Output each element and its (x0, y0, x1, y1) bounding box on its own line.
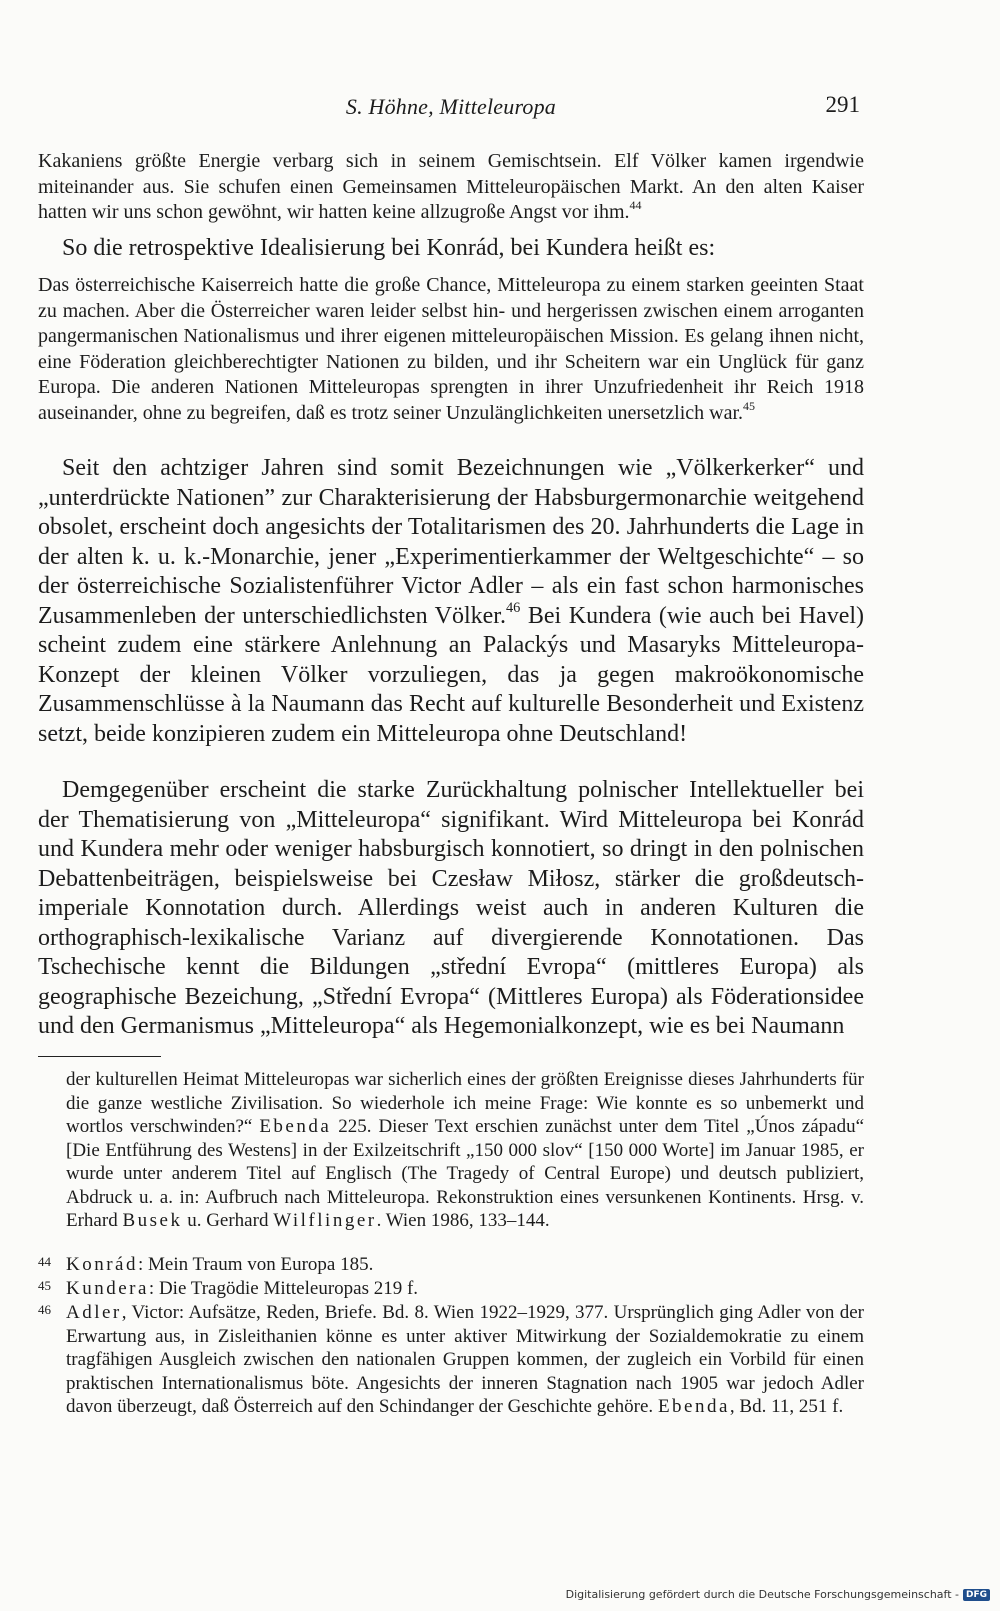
footnote-ref-44: 44 (629, 198, 642, 212)
page-number: 291 (825, 92, 860, 117)
footnote-text: : Mein Traum von Europa 185. (137, 1254, 374, 1275)
footnote-46 (38, 1301, 864, 1419)
footnote-spaced-name: Ebenda (657, 1396, 730, 1417)
footnote-text: . Wien 1986, 133–144. (376, 1210, 550, 1231)
footnote-author: Konrád (66, 1254, 138, 1275)
footnote-spaced-name: Wilflinger (273, 1210, 377, 1231)
digitization-credit (566, 1588, 990, 1601)
credit-text: Digitalisierung gefördert durch die Deutsche Forschungsgemeinschaft - (565, 1588, 959, 1601)
footnote-45 (38, 1277, 864, 1301)
quote-text: Das österreichische Kaiserreich hatte die große Chance, Mitteleuropa zu einem starken geeinten Staat zu machen. Aber die Österreicher waren leider selbst hin- und hergerissen zwischen einem arroganten pangermanischen Nationalismus und ihrer eigenen mitteleuropäischen Mission. Es gelang ihnen nicht, eine Föderation gleichberechtigter Nationen zu bilden, und ihr Scheitern war ein Unglück für ganz Europa. Die anderen Nationen Mitteleuropas sprengten in ihrer Unzufriedenheit ihr Reich 1918 auseinander, ohne zu begreifen, daß es trotz seiner Unzulänglichkeiten unersetzlich war. (38, 274, 864, 424)
footnote-text: , Victor: Aufsätze, Reden, Briefe. Bd. 8. Wien 1922–1929, 377. Ursprünglich ging Adler von der Erwartung aus, in Zisleithanien könne es unter aktiver Mitwirkung der Sozialdemokratie zu einem tragfähigen Ausgleich zwischen den nationalen Gruppen kommen, der zugleich ein Vorbild für einen praktischen Internationalismus böte. Angesichts der inneren Stagnation nach 1905 war jedoch Adler davon überzeugt, daß Österreich auf den Schindanger der Geschichte gehöre. (66, 1302, 864, 1417)
footnote-text: u. Gerhard (182, 1210, 274, 1231)
block-quote (38, 273, 864, 426)
footnote-continued (38, 1068, 864, 1233)
dfg-logo-icon: DFG (963, 1589, 990, 1601)
footnote-text: : Die Tragödie Mitteleuropas 219 f. (148, 1278, 419, 1299)
paragraph-text: Seit den achtziger Jahren sind somit Bezeichnungen wie „Völkerkerker“ und „unterdrückte Nationen” zur Charakterisierung der Habsburgermonarchie weitgehend obsolet, erscheint doch angesichts der Totalitarismen des 20. Jahrhunderts die Lage in der alten k. u. k.-Monarchie, jener „Experimentierkammer der Weltgeschichte“ – so der österreichische Sozialistenführer Victor Adler – als ein fast schon harmonisches Zusammenleben der unterschiedlichsten Völker. (38, 455, 864, 629)
quote-text: Kakaniens größte Energie verbarg sich in seinem Gemischtsein. Elf Völker kamen irgendwie miteinander aus. Sie schufen einen Gemeinsamen Mitteleuropäischen Markt. An den alten Kaiser hatten wir uns schon gewöhnt, wir hatten keine allzugroße Angst vor ihm. (38, 150, 864, 223)
paragraph-text: Bei Kundera (wie auch bei Havel) scheint zudem eine stärkere Anlehnung an Palackýs und Masaryks Mitteleuropa-Konzept der kleinen Völker vorzuliegen, das ja gegen makroökonomische Zusammenschlüsse à la Naumann das Recht auf kulturelle Besonderheit und Existenz setzt, beide konzipieren zudem ein Mitteleuropa ohne Deutschland! (38, 602, 865, 747)
footnote-author: Adler (66, 1302, 122, 1323)
footnote-44 (38, 1253, 864, 1277)
body-paragraph: So die retrospektive Idealisierung bei Konrád, bei Kundera heißt es: (62, 235, 716, 261)
footnote-text: , Bd. 11, 251 f. (729, 1396, 844, 1417)
footnote-author: Kundera (66, 1278, 149, 1299)
footnote-text: 225. Dieser Text erschien zunächst unter dem Titel „Únos západu“ [Die Entführung des Westens] in der Exilzeitschrift „150 000 slov“ [150 000 Worte] im Januar 1985, er wurde unter anderem Titel auf Englisch (The Tragedy of Central Europe) und deutsch publiziert, Abdruck u. a. in: Aufbruch nach Mitteleuropa. Rekonstruktion eines versunkenen Kontinents. Hrsg. v. Erhard (66, 1116, 865, 1231)
footnote-number: 46 (38, 1302, 51, 1317)
footnote-spaced-name: Ebenda (259, 1116, 332, 1137)
footnote-text: der kulturellen Heimat Mitteleuropas war sicherlich eines der größten Ereignisse dieses Jahrhunderts für die ganze westliche Zivilisation. So wiederhole ich meine Frage: Wie konnte es so unbemerkt und wortlos verschwinden?“ (66, 1069, 864, 1137)
footnote-number: 44 (38, 1254, 51, 1269)
body-paragraph: Demgegenüber erscheint die starke Zurückhaltung polnischer Intellektueller bei der Thematisierung von „Mitteleuropa“ signifikant. Wird Mitteleuropa bei Konrád und Kundera mehr oder weniger habsburgisch konnotiert, so dringt in den polnischen Debattenbeiträgen, beispielsweise bei Czesław Miłosz, stärker die großdeutsch-imperiale Konnotation durch. Allerdings weist auch in anderen Kulturen die orthographisch-lexikalische Varianz auf divergierende Konnotationen. Das Tschechische kennt die Bildungen „střední Evropa“ (mittleres Europa) als geographische Bezeichung, „Střední Evropa“ (Mittleres Europa) als Föderationsidee und den Germanismus „Mitteleuropa“ als Hegemonialkonzept, wie es bei Naumann (38, 777, 864, 1039)
footnote-separator (38, 1056, 161, 1057)
quote-continuation (38, 149, 864, 226)
footnote-ref-45: 45 (743, 398, 756, 413)
footnote-ref-46: 46 (505, 599, 521, 616)
body-paragraph (38, 454, 864, 749)
running-head: S. Höhne, Mitteleuropa (345, 94, 556, 119)
footnote-spaced-name: Busek (122, 1210, 183, 1231)
footnote-number: 45 (38, 1278, 51, 1293)
